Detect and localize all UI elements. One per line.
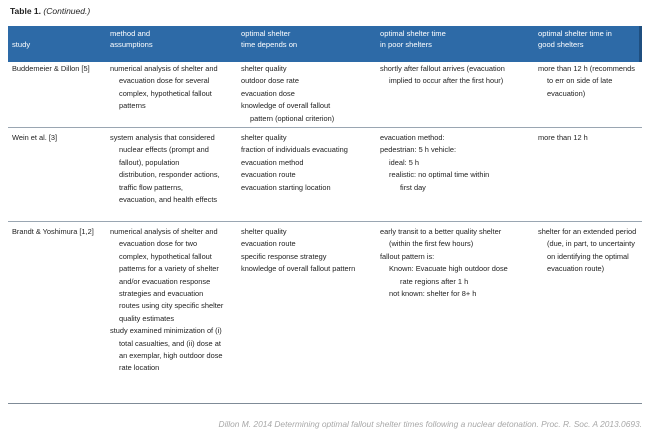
row1-method: numerical analysis of shelter and evacuation dose for several complex, hypothetical fallout patterns xyxy=(110,64,218,111)
row1-good: more than 12 h (recommends to err on side of late evacuation) xyxy=(538,64,635,98)
header-study: study xyxy=(12,40,31,49)
row3-good: shelter for an extended period (due, in part, to uncertainty on identifying the optimal evacuation route) xyxy=(538,227,637,274)
table-continued: (Continued.) xyxy=(43,6,91,16)
row1-study: Buddemeier & Dillon [5] xyxy=(12,64,90,73)
table-caption xyxy=(10,6,90,16)
row2-good: more than 12 h xyxy=(538,133,588,142)
table-label: Table 1. xyxy=(10,6,42,16)
row2-study: Wein et al. [3] xyxy=(12,133,58,142)
row1-poor: shortly after fallout arrives (evacuation implied to occur after the first hour) xyxy=(380,64,505,86)
header-method: method and assumptions xyxy=(110,29,153,49)
header-good: optimal shelter time in good shelters xyxy=(538,29,612,49)
row3-study: Brandt & Yoshimura [1,2] xyxy=(12,227,94,236)
row3-method: numerical analysis of shelter and evacuation dose for two complex, hypothetical fallout patterns for a variety of shelter and/or evacuation response strategies and evacuation routes using city specific shelter quality estimates study examined minimization of (i) total casualties, and (ii) dose at an exemplar, high outdoor dose rate location xyxy=(110,227,224,373)
row3-depends: shelter quality evacuation route specific response strategy knowledge of overall fallout pattern xyxy=(241,227,356,274)
row2-poor: evacuation method: pedestrian: 5 h vehicle: ideal: 5 h realistic: no optimal time within first day xyxy=(380,133,490,192)
table-header xyxy=(8,26,642,62)
row3-poor: early transit to a better quality shelter (within the first few hours) fallout pattern is: Known: Evacuate high outdoor dose rate regions after 1 h not known: shelter for 8+ h xyxy=(380,227,508,299)
citation-footer: Dillon M. 2014 Determining optimal fallout shelter times following a nuclear detonation. Proc. R. Soc. A 2013.0693. xyxy=(218,419,642,429)
row1-depends: shelter quality outdoor dose rate evacuation dose knowledge of overall fallout pattern (optional criterion) xyxy=(241,64,335,123)
row2-depends: shelter quality fraction of individuals evacuating evacuation method evacuation route evacuation starting location xyxy=(241,133,348,192)
table-bottom-rule xyxy=(8,403,642,404)
row-divider xyxy=(8,127,642,128)
header-depends: optimal shelter time depends on xyxy=(241,29,298,49)
row2-method: system analysis that considered nuclear effects (prompt and fallout), population distribution, responder actions, traffic flow patterns, evacuation, and health effects xyxy=(110,133,220,205)
header-poor: optimal shelter time in poor shelters xyxy=(380,29,446,49)
row-divider xyxy=(8,221,642,222)
